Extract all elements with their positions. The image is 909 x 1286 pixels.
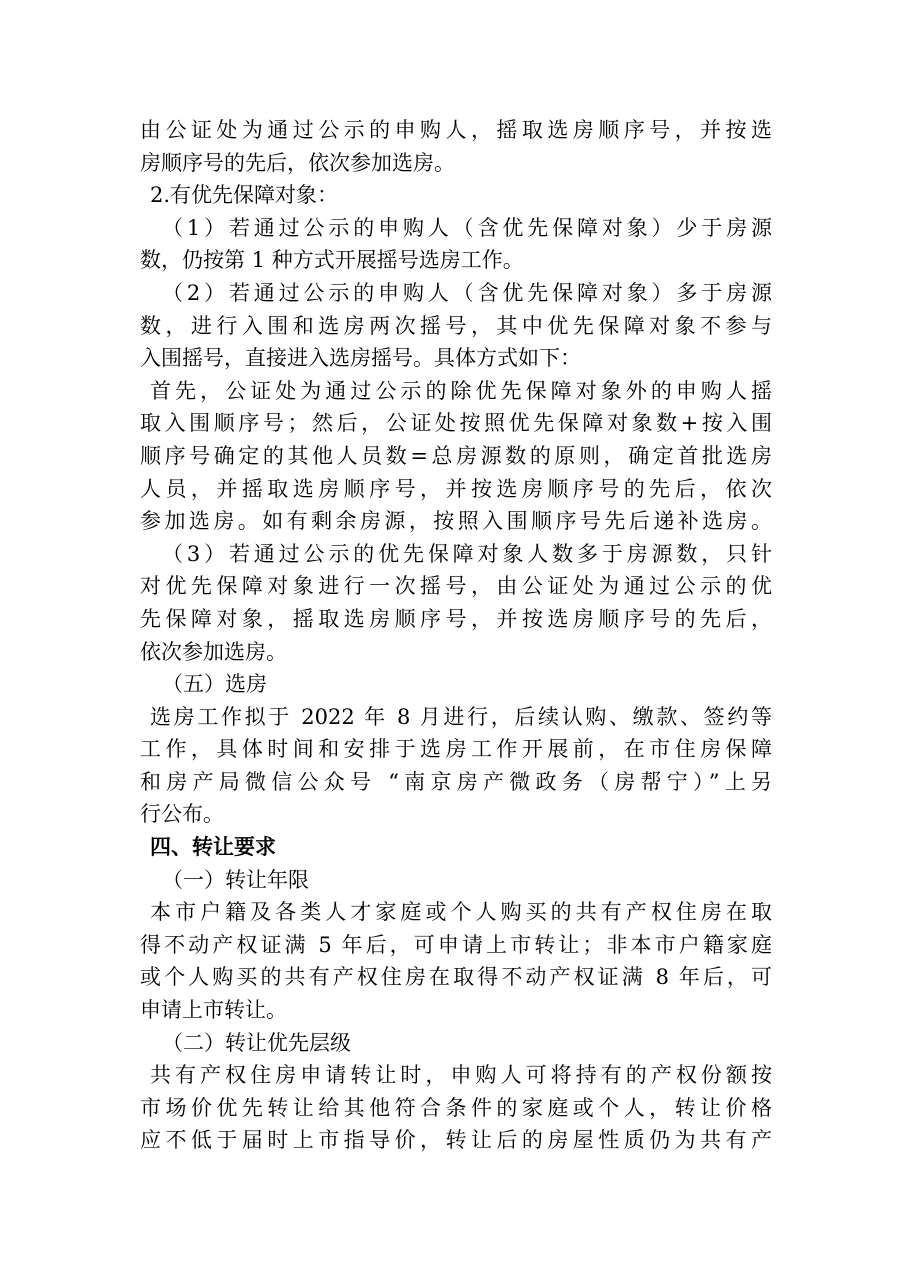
text-line: 选房工作拟于 2022 年 8 月进行，后续认购、缴款、签约等	[150, 704, 772, 729]
text-line: 得不动产权证满 5 年后，可申请上市转让；非本市户籍家庭	[140, 932, 772, 957]
text-line: （3）若通过公示的优先保障对象人数多于房源数，只针	[162, 541, 772, 566]
text-line: 顺序号确定的其他人员数=总房源数的原则，确定首批选房	[140, 443, 772, 468]
text-line: 和房产局微信公众号 “南京房产微政务（房帮宁）”上另	[140, 769, 772, 794]
document-body	[140, 114, 772, 1157]
text-line: 取入围顺序号；然后，公证处按照优先保障对象数+按入围	[140, 411, 772, 436]
section-heading: 四、转让要求	[150, 834, 276, 860]
text-line: 行公布。	[140, 802, 224, 827]
text-line: （2）若通过公示的申购人（含优先保障对象）多于房源	[162, 280, 772, 305]
text-line: 依次参加选房。	[140, 639, 287, 664]
text-line: 入围摇号，直接进入选房摇号。具体方式如下：	[140, 346, 581, 371]
text-line: （1）若通过公示的申购人（含优先保障对象）少于房源	[162, 215, 772, 240]
text-line: 首先，公证处为通过公示的除优先保障对象外的申购人摇	[150, 378, 772, 403]
text-line: 房顺序号的先后，依次参加选房。	[140, 150, 455, 175]
text-line: （一）转让年限	[162, 867, 309, 892]
text-line: 应不低于届时上市指导价，转让后的房屋性质仍为共有产	[140, 1128, 772, 1153]
text-line: 对优先保障对象进行一次摇号，由公证处为通过公示的优	[140, 574, 772, 599]
text-line: 申请上市转让。	[140, 998, 287, 1023]
text-line: （五）选房	[162, 672, 267, 697]
text-line: 先保障对象，摇取选房顺序号，并按选房顺序号的先后，	[140, 606, 772, 631]
text-line: （二）转让优先层级	[162, 1030, 351, 1055]
text-line: 数，进行入围和选房两次摇号，其中优先保障对象不参与	[140, 313, 772, 338]
text-line: 共有产权住房申请转让时，申购人可将持有的产权份额按	[150, 1063, 772, 1088]
text-line: 由公证处为通过公示的申购人，摇取选房顺序号，并按选	[140, 118, 772, 142]
text-line: 或个人购买的共有产权住房在取得不动产权证满 8 年后，可	[140, 965, 772, 990]
text-line: 数，仍按第 1 种方式开展摇号选房工作。	[140, 248, 524, 273]
text-line: 工作，具体时间和安排于选房工作开展前，在市住房保障	[140, 737, 772, 762]
text-line: 2.有优先保障对象：	[150, 183, 339, 208]
text-line: 市场价优先转让给其他符合条件的家庭或个人，转让价格	[140, 1095, 772, 1120]
text-line: 参加选房。如有剩余房源，按照入围顺序号先后递补选房。	[140, 509, 772, 534]
text-line: 人员，并摇取选房顺序号，并按选房顺序号的先后，依次	[140, 476, 772, 501]
text-line: 本市户籍及各类人才家庭或个人购买的共有产权住房在取	[150, 900, 772, 925]
